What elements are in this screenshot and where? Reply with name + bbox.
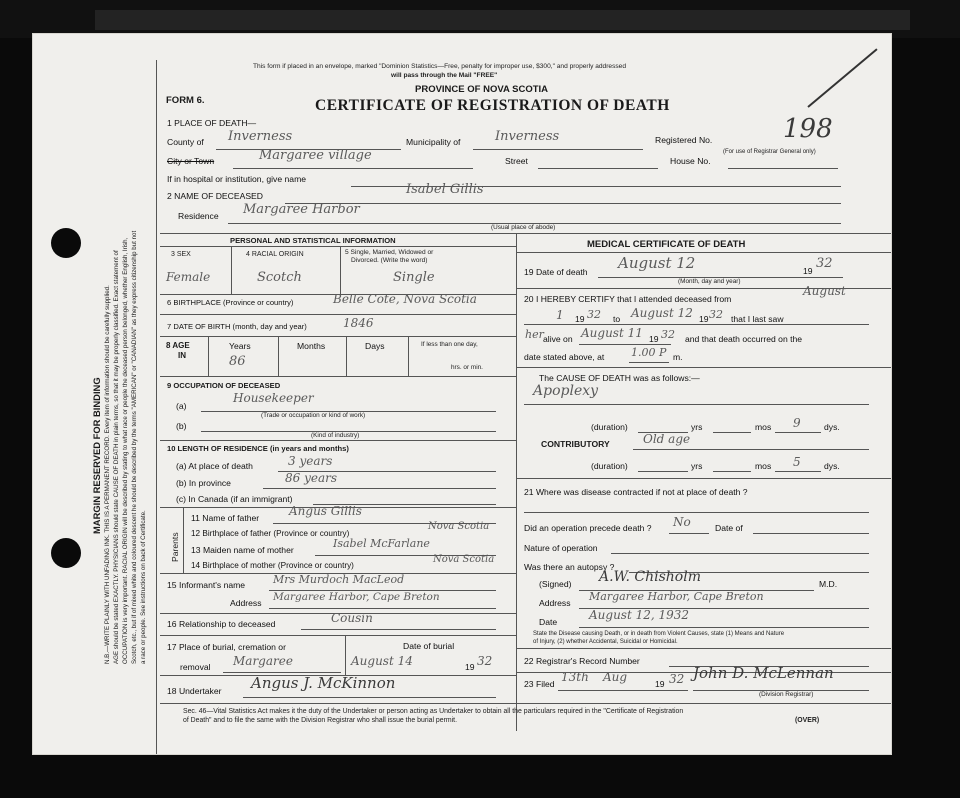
cause-value: Apoplexy: [533, 383, 599, 399]
instruction-line-1: N.B.—WRITE PLAINLY WITH UNFADING INK. THIS IS A PERMANENT RECORD. Every item of information should be carefully supplied.: [104, 285, 111, 664]
mother-name-label: 13 Maiden name of mother: [191, 545, 294, 555]
contrib-yrs-label: yrs: [691, 461, 703, 471]
contrib-mos-label: mos: [755, 461, 772, 471]
residence-value: Margaree Harbor: [243, 202, 360, 217]
signed-label: (Signed): [539, 579, 572, 589]
age-div-3: [346, 336, 347, 376]
dob-label: 7 DATE OF BIRTH (month, day and year): [167, 322, 307, 331]
row-rule-9: [160, 635, 516, 636]
house-no-line: [728, 168, 838, 169]
burial-place-label: 17 Place of burial, cremation or: [167, 642, 286, 652]
in-province-label: (b) In province: [176, 478, 231, 488]
to-label: to: [613, 314, 621, 324]
alive-year-value: 32: [661, 328, 675, 341]
physician-date-line: [579, 627, 869, 628]
footer-line-1: Sec. 46—Vital Statistics Act makes it the duty of the Undertaker or person acting as Undertaker to obtain all the particulars required in the "Certificate of Registration: [183, 708, 684, 715]
filed-label: 23 Filed: [524, 679, 555, 689]
hrs-min-label: hrs. or min.: [451, 364, 483, 371]
mother-birthplace-label: 14 Birthplace of mother (Province or country): [191, 561, 354, 570]
residence-label: Residence: [178, 211, 219, 221]
alive-year-prefix: 19: [649, 334, 659, 344]
violent-note-1: State the Disease causing Death, or in death from Violent Causes, state (1) Means and Nature: [533, 631, 785, 637]
filed-year-prefix: 19: [655, 679, 665, 689]
check-mark-stroke: [807, 48, 877, 107]
death-date-note: (Month, day and year): [678, 278, 741, 285]
nature-line: [611, 553, 869, 554]
municipality-label: Municipality of: [406, 137, 461, 147]
table-top-rule: [160, 233, 891, 234]
contrib-yrs-line: [638, 471, 688, 472]
cause-label: The CAUSE OF DEATH was as follows:—: [539, 373, 700, 383]
death-year-value: 32: [816, 256, 833, 271]
operation-date-line: [753, 533, 869, 534]
scan-top-tab: [95, 10, 910, 30]
at-place-value: 3 years: [288, 454, 333, 468]
violent-note-2: of Injury, (2) whether Accidental, Suicidal or Homicidal.: [533, 639, 678, 645]
burial-divider: [345, 635, 346, 675]
burial-date-value: August 14: [351, 654, 413, 668]
time-value: 1.00 P: [631, 346, 667, 359]
informant-address-line: [269, 608, 496, 609]
alive-on-label: alive on: [543, 334, 573, 344]
burial-year-prefix: 19: [465, 662, 475, 672]
days-label: Days: [365, 341, 385, 351]
certificate-title: CERTIFICATE OF REGISTRATION OF DEATH: [315, 97, 670, 114]
medical-heading: MEDICAL CERTIFICATE OF DEATH: [587, 239, 746, 250]
certificate-page: [32, 33, 892, 755]
racial-origin-value: Scotch: [257, 270, 302, 285]
operation-line: [669, 533, 709, 534]
filed-year-value: 32: [669, 672, 685, 686]
marital-label-1: 5 Single, Married, Widowed or: [345, 249, 434, 256]
burial-date-label: Date of burial: [403, 641, 455, 651]
county-value: Inverness: [228, 129, 293, 144]
contributory-line: [633, 449, 869, 450]
form-number: FORM 6.: [166, 95, 205, 106]
personal-info-heading: PERSONAL AND STATISTICAL INFORMATION: [230, 236, 396, 245]
time-suffix: m.: [673, 352, 683, 362]
personal-heading-rule: [160, 246, 516, 247]
envelope-note-2: will pass through the Mail "FREE": [391, 72, 498, 79]
age-label-1: 8 AGE: [166, 341, 190, 350]
age-label-2: IN: [178, 351, 186, 360]
medical-rule-3: [516, 478, 891, 479]
cause-dys-line: [775, 432, 821, 433]
physician-date-value: August 12, 1932: [589, 608, 690, 622]
death-date-label: 19 Date of death: [524, 267, 588, 277]
attended-line: [524, 324, 869, 325]
hospital-label: If in hospital or institution, give name: [167, 174, 307, 184]
death-occurred-label: and that death occurred on the: [685, 334, 803, 344]
attended-from-day: 1: [556, 308, 564, 322]
registrar-record-label: 22 Registrar's Record Number: [524, 656, 640, 666]
operation-date-label: Date of: [715, 523, 743, 533]
operation-value: No: [673, 515, 691, 529]
father-birthplace-value: Nova Scotia: [428, 521, 490, 532]
cause-mos-line: [713, 432, 751, 433]
cause-dys-value: 9: [793, 416, 801, 430]
in-province-value: 86 years: [285, 471, 338, 485]
cause-duration-label: (duration): [591, 422, 628, 432]
cause-line: [524, 404, 869, 405]
envelope-note-1: This form if placed in an envelope, marked "Dominion Statistics—Free, penalty for improper use, $300," and properly addressed: [253, 63, 627, 70]
binding-hole-bottom: [51, 538, 81, 568]
age-div-1: [208, 336, 209, 376]
months-label: Months: [297, 341, 326, 351]
burial-place-line: [223, 672, 341, 673]
row-rule-4: [160, 376, 516, 377]
industry-note: (Kind of industry): [311, 432, 360, 439]
alive-on-date: August 11: [581, 326, 643, 340]
street-line: [538, 168, 658, 169]
deceased-name-value: Isabel Gillis: [406, 182, 484, 197]
binding-margin-label: MARGIN RESERVED FOR BINDING: [91, 377, 102, 534]
instruction-line-2: AGE should be stated EXACTLY. PHYSICIANS should state CAUSE OF DEATH in plain terms, so that it may be properly classified. Exact statement of: [113, 250, 120, 664]
sex-value: Female: [166, 270, 211, 284]
removal-label: removal: [180, 662, 211, 672]
from-year-value: 32: [587, 308, 601, 321]
pronoun-value: her: [525, 328, 544, 341]
residence-note: (Usual place of abode): [491, 224, 556, 231]
autopsy-label: Was there an autopsy ?: [524, 562, 615, 572]
trade-note: (Trade or occupation or kind of work): [261, 412, 366, 419]
contributory-label: CONTRIBUTORY: [541, 439, 610, 449]
time-line: [629, 362, 669, 363]
cause-yrs-label: yrs: [691, 422, 703, 432]
medical-rule-2: [516, 367, 891, 368]
column-divider: [516, 233, 517, 731]
county-label: County of: [167, 137, 204, 147]
cause-mos-label: mos: [755, 422, 772, 432]
row-rule-3: [160, 336, 516, 337]
physician-address-label: Address: [539, 598, 571, 608]
registered-number: 198: [783, 114, 833, 144]
row-rule-5: [160, 440, 516, 441]
division-registrar-note: (Division Registrar): [759, 691, 814, 698]
physician-address-value: Margaree Harbor, Cape Breton: [589, 590, 764, 603]
contracted-label: 21 Where was disease contracted if not at place of death ?: [524, 487, 748, 497]
registrar-general-note: (For use of Registrar General only): [723, 149, 816, 155]
dob-value: 1846: [343, 316, 374, 330]
sex-divider: [231, 246, 232, 294]
operation-label: Did an operation precede death ?: [524, 523, 652, 533]
city-value: Margaree village: [259, 148, 372, 163]
occupation-label: 9 OCCUPATION OF DECEASED: [167, 381, 281, 390]
medical-heading-rule: [516, 252, 891, 253]
filed-month-value: Aug: [603, 670, 628, 684]
instruction-line-5: a race or people. See instructions on back of Certificate.: [140, 510, 147, 664]
marital-label-2: Divorced. (Write the word): [351, 257, 428, 264]
certify-label: 20 I HEREBY CERTIFY that I attended deceased from: [524, 294, 732, 304]
mother-birthplace-value: Nova Scotia: [433, 554, 495, 565]
from-year-prefix: 19: [575, 314, 585, 324]
cause-dys-label: dys.: [824, 422, 840, 432]
age-div-2: [278, 336, 279, 376]
racial-origin-label: 4 RACIAL ORIGIN: [246, 251, 304, 258]
contrib-mos-line: [713, 471, 751, 472]
relationship-label: 16 Relationship to deceased: [167, 619, 276, 629]
in-canada-label: (c) In Canada (if an immigrant): [176, 494, 293, 504]
father-name-value: Angus Gillis: [289, 504, 362, 518]
registered-label: Registered No.: [655, 135, 713, 145]
father-name-label: 11 Name of father: [191, 513, 260, 523]
relationship-line: [301, 629, 496, 630]
alive-on-line: [579, 344, 671, 345]
municipality-line: [473, 149, 643, 150]
attended-to-date: August 12: [631, 306, 693, 320]
burial-place-value: Margaree: [233, 654, 293, 668]
municipality-value: Inverness: [495, 129, 560, 144]
city-line: [233, 168, 473, 169]
contrib-dys-value: 5: [793, 455, 801, 469]
contrib-dys-line: [775, 471, 821, 472]
footer-line-2: of Death" and to file the same with the Division Registrar who shall issue the burial permit.: [183, 717, 457, 724]
informant-address-value: Margaree Harbor, Cape Breton: [273, 591, 440, 603]
less-than-day-label: If less than one day,: [421, 341, 478, 348]
filed-line: [558, 690, 688, 691]
city-label: City or Town: [167, 156, 215, 166]
race-divider: [340, 246, 341, 294]
table-bottom-rule: [160, 703, 891, 704]
death-year-prefix: 19: [803, 266, 813, 276]
birthplace-label: 6 BIRTHPLACE (Province or country): [167, 298, 294, 307]
in-province-line: [263, 488, 496, 489]
at-place-label: (a) At place of death: [176, 461, 253, 471]
last-saw-label: that I last saw: [731, 314, 784, 324]
occupation-b: (b): [176, 421, 187, 431]
contracted-line: [524, 512, 869, 513]
attended-from-month: August: [803, 284, 846, 298]
street-label: Street: [505, 156, 528, 166]
nature-label: Nature of operation: [524, 543, 598, 553]
margin-rule: [156, 60, 157, 754]
date-stated-label: date stated above, at: [524, 352, 605, 362]
filed-day-value: 13th: [561, 670, 589, 684]
parents-side-label: Parents: [170, 532, 180, 562]
mother-name-value: Isabel McFarlane: [333, 537, 430, 550]
contrib-duration-label: (duration): [591, 461, 628, 471]
row-rule-2: [160, 314, 516, 315]
undertaker-line: [243, 697, 496, 698]
deceased-name-label: 2 NAME OF DECEASED: [167, 191, 263, 201]
burial-year-value: 32: [477, 654, 493, 668]
occupation-value: Housekeeper: [233, 391, 314, 405]
md-label: M.D.: [819, 579, 838, 589]
contributory-value: Old age: [643, 432, 691, 446]
signed-value: A.W. Chisholm: [599, 569, 701, 585]
instruction-line-4: Scotch, etc., but if of mixed white and coloured descent he should be described by the terms "AMERICAN" or "CANADIAN" as they express citizenship but not: [131, 230, 138, 664]
age-div-4: [408, 336, 409, 376]
undertaker-value: Angus J. McKinnon: [251, 674, 396, 692]
deceased-name-line: [285, 203, 841, 204]
instruction-line-3: OCCUPATION is very important. RACIAL ORIGIN will be described by stating to what race or people the deceased person belonged, whether English, Irish,: [122, 237, 129, 664]
informant-address-label: Address: [230, 598, 262, 608]
residence-length-label: 10 LENGTH OF RESIDENCE (in years and months): [167, 444, 349, 453]
relationship-value: Cousin: [331, 611, 373, 625]
informant-value: Mrs Murdoch MacLeod: [273, 573, 405, 586]
contrib-dys-label: dys.: [824, 461, 840, 471]
occupation-a: (a): [176, 401, 187, 411]
death-date-value: August 12: [618, 254, 696, 272]
undertaker-label: 18 Undertaker: [167, 686, 222, 696]
age-years-value: 86: [229, 354, 246, 369]
medical-rule-4: [516, 648, 891, 649]
years-label: Years: [229, 341, 251, 351]
division-registrar-signature: John D. McLennan: [693, 664, 834, 682]
house-no-label: House No.: [670, 156, 711, 166]
informant-label: 15 Informant's name: [167, 580, 246, 590]
over-label: (OVER): [795, 717, 820, 724]
province-heading: PROVINCE OF NOVA SCOTIA: [415, 84, 549, 95]
place-of-death-heading: 1 PLACE OF DEATH—: [167, 118, 257, 128]
binding-hole-top: [51, 228, 81, 258]
birthplace-value: Belle Cote, Nova Scotia: [333, 292, 477, 306]
father-birthplace-label: 12 Birthplace of father (Province or country): [191, 529, 350, 538]
sex-label: 3 SEX: [171, 251, 191, 258]
parents-divider: [183, 507, 184, 573]
to-year-prefix: 19: [699, 314, 709, 324]
physician-date-label: Date: [539, 617, 558, 627]
to-year-value: 32: [709, 308, 723, 321]
marital-status-value: Single: [393, 270, 435, 285]
